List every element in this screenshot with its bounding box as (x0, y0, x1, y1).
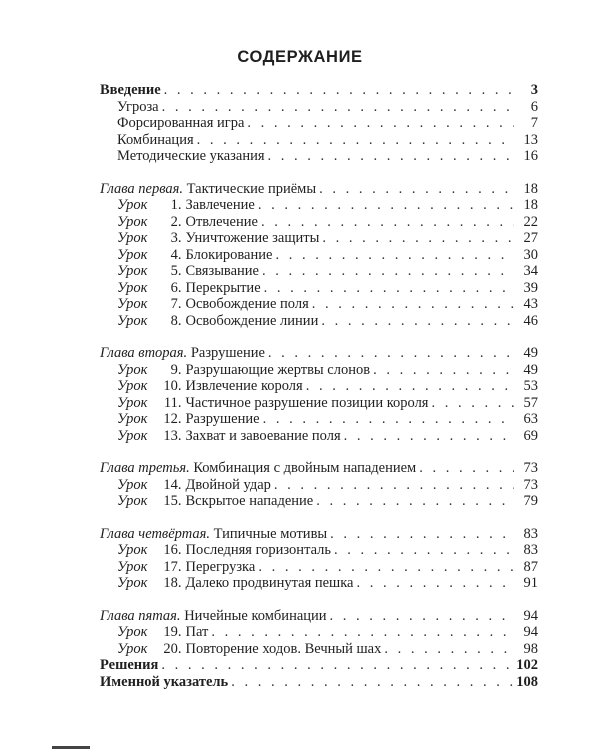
lesson-word: Урок (117, 296, 148, 312)
toc-chapter-2 (100, 345, 538, 362)
lesson-title: Отвлечение (185, 213, 258, 230)
lesson-title: Перекрытие (185, 279, 261, 296)
toc-entry-label (100, 526, 327, 543)
dot-leader (373, 362, 514, 379)
lesson-number: 11. (163, 394, 182, 411)
dot-leader (264, 280, 514, 297)
toc-page-number: 49 (523, 361, 538, 378)
toc-page-number: 16 (523, 148, 538, 164)
lesson-title: Далеко продвинутая пешка (185, 575, 354, 591)
dot-leader (431, 395, 514, 412)
lesson-number: 20. (163, 640, 182, 657)
toc-entry-label: Угроза (117, 98, 159, 115)
dot-leader (384, 641, 514, 658)
chapter-prefix: Глава первая. (100, 180, 184, 197)
toc-page-number: 30 (523, 246, 538, 263)
toc-entry-label (100, 460, 416, 477)
lesson-title: Двойной удар (185, 476, 271, 493)
toc-entry-label (100, 345, 265, 362)
lesson-title: Блокирование (185, 246, 273, 263)
lesson-title: Последняя горизонталь (185, 542, 331, 558)
toc-page-number: 39 (523, 279, 538, 296)
toc-page-number: 79 (523, 493, 538, 509)
toc-entry-label (100, 247, 272, 264)
toc-lesson (100, 542, 538, 559)
dot-leader (316, 493, 514, 510)
dot-leader (211, 624, 514, 641)
toc-entry (100, 148, 538, 165)
toc-page-number: 18 (523, 180, 538, 197)
dot-leader (162, 99, 514, 116)
toc-page-number: 18 (523, 197, 538, 213)
lesson-title: Пат (185, 624, 209, 640)
lesson-word: Урок (117, 279, 148, 296)
lesson-word: Урок (117, 230, 148, 246)
dot-leader (334, 542, 514, 559)
toc-entry-label (100, 214, 258, 231)
lesson-title: Уничтожение защиты (185, 230, 320, 246)
lesson-word: Урок (117, 640, 148, 657)
lesson-word: Урок (117, 476, 148, 493)
toc-lesson (100, 230, 538, 247)
lesson-word: Урок (117, 558, 148, 575)
toc-page-number: 73 (523, 460, 538, 476)
toc-lesson (100, 493, 538, 510)
lesson-number: 3. (170, 230, 182, 246)
toc-chapter-4 (100, 526, 538, 543)
lesson-title: Освобождение поля (185, 296, 309, 312)
dot-leader (274, 477, 514, 494)
toc-entry-label (100, 559, 255, 576)
toc-page-number: 69 (523, 427, 538, 444)
lesson-number: 16. (163, 542, 182, 558)
toc-entry (100, 115, 538, 132)
chapter-title: Ничейные комбинации (184, 607, 327, 624)
toc-lesson (100, 362, 538, 379)
dot-leader (321, 313, 514, 330)
toc-page-number: 3 (530, 82, 538, 98)
table-of-contents (100, 82, 538, 690)
toc-chapter-1 (100, 181, 538, 198)
toc-page-number: 53 (523, 378, 538, 394)
lesson-title: Освобождение линии (185, 312, 319, 329)
lesson-title: Частичное разрушение позиции короля (185, 394, 429, 411)
lesson-word: Урок (117, 624, 148, 640)
toc-page-number: 6 (530, 98, 538, 115)
dot-leader (231, 674, 514, 691)
toc-entry-label: Введение (100, 82, 161, 98)
dot-leader (344, 428, 514, 445)
chapter-prefix: Глава четвёртая. (100, 525, 210, 542)
toc-entry-label (100, 608, 327, 625)
toc-lesson (100, 477, 538, 494)
section-gap (100, 510, 538, 526)
toc-page-number: 102 (516, 657, 538, 673)
dot-leader (247, 115, 514, 132)
toc-page-number: 34 (523, 263, 538, 279)
dot-leader (322, 230, 514, 247)
toc-entry-label (100, 280, 261, 297)
toc-lesson (100, 214, 538, 231)
toc-entry-label (100, 181, 316, 198)
chapter-title: Типичные мотивы (213, 525, 328, 542)
toc-entry-label: Решения (100, 657, 159, 673)
toc-entry-label: Форсированная игра (117, 115, 245, 131)
dot-leader (419, 460, 514, 477)
toc-page-number: 7 (530, 115, 538, 131)
dot-leader (197, 132, 514, 149)
toc-chapter-3 (100, 460, 538, 477)
lesson-title: Завлечение (185, 197, 255, 213)
chapter-title: Комбинация с двойным нападением (193, 460, 417, 476)
dot-leader (261, 214, 514, 231)
toc-entry-label (100, 411, 260, 428)
toc-page-number: 73 (523, 476, 538, 493)
lesson-title: Повторение ходов. Вечный шах (185, 640, 382, 657)
lesson-word: Урок (117, 213, 148, 230)
toc-entry-label (100, 263, 259, 280)
lesson-number: 17. (163, 558, 182, 575)
toc-page-number: 91 (523, 575, 538, 591)
dot-leader (356, 575, 514, 592)
chapter-prefix: Глава вторая. (100, 345, 188, 361)
lesson-word: Урок (117, 493, 148, 509)
toc-page-number: 108 (516, 673, 538, 690)
toc-entry-label (100, 395, 428, 412)
toc-page-number: 13 (523, 131, 538, 148)
toc-entry-label (100, 378, 303, 395)
lesson-word: Урок (117, 263, 148, 279)
chapter-prefix: Глава третья. (100, 460, 190, 476)
section-gap (100, 444, 538, 460)
toc-entry-label (100, 362, 370, 379)
toc-page-number: 83 (523, 542, 538, 558)
toc-lesson (100, 559, 538, 576)
dot-leader (161, 657, 514, 674)
lesson-number: 1. (170, 197, 182, 213)
lesson-number: 6. (170, 279, 182, 296)
toc-entry (100, 132, 538, 149)
lesson-word: Урок (117, 378, 148, 394)
lesson-number: 19. (163, 624, 182, 640)
toc-page-number: 94 (523, 607, 538, 624)
toc-lesson (100, 411, 538, 428)
toc-lesson (100, 296, 538, 313)
lesson-word: Урок (117, 361, 148, 378)
section-gap (100, 329, 538, 345)
lesson-word: Урок (117, 312, 148, 329)
toc-lesson (100, 313, 538, 330)
toc-lesson (100, 395, 538, 412)
dot-leader (258, 559, 514, 576)
toc-lesson (100, 280, 538, 297)
toc-page-number: 98 (523, 640, 538, 657)
toc-page-number: 87 (523, 558, 538, 575)
page-title: СОДЕРЖАНИЕ (237, 48, 363, 66)
toc-page-number: 83 (523, 525, 538, 542)
dot-leader (263, 411, 514, 428)
section-gap (100, 165, 538, 181)
lesson-title: Извлечение короля (185, 378, 303, 394)
toc-entry-label (100, 197, 255, 214)
lesson-title: Захват и завоевание поля (185, 427, 341, 444)
dot-leader (258, 197, 514, 214)
lesson-number: 14. (163, 476, 182, 493)
toc-entry-label (100, 493, 313, 510)
lesson-title: Связывание (185, 263, 259, 279)
lesson-title: Разрушение (185, 411, 260, 427)
lesson-number: 15. (163, 493, 182, 509)
dot-leader (306, 378, 514, 395)
lesson-word: Урок (117, 197, 148, 213)
lesson-number: 12. (163, 411, 182, 427)
dot-leader (319, 181, 514, 198)
toc-entry (100, 99, 538, 116)
toc-page-number: 49 (523, 345, 538, 361)
lesson-number: 5. (170, 263, 182, 279)
toc-entry-intro (100, 82, 538, 99)
toc-entry-label (100, 542, 331, 559)
chapter-title: Разрушение (190, 345, 265, 361)
lesson-number: 4. (170, 246, 182, 263)
dot-leader (330, 526, 514, 543)
toc-page-number: 43 (523, 296, 538, 312)
toc-lesson (100, 197, 538, 214)
toc-entry-label (100, 296, 309, 313)
toc-lesson (100, 263, 538, 280)
toc-page-number: 22 (523, 213, 538, 230)
toc-lesson (100, 428, 538, 445)
lesson-title: Перегрузка (185, 558, 256, 575)
lesson-number: 10. (163, 378, 182, 394)
toc-page-number: 94 (523, 624, 538, 640)
lesson-title: Вскрытое нападение (185, 493, 314, 509)
lesson-number: 7. (170, 296, 182, 312)
toc-page-number: 27 (523, 230, 538, 246)
toc-page-number: 57 (523, 394, 538, 411)
lesson-number: 13. (163, 427, 182, 444)
lesson-title: Разрушающие жертвы слонов (185, 361, 371, 378)
lesson-number: 2. (170, 213, 182, 230)
lesson-number: 18. (163, 575, 182, 591)
toc-entry-solutions (100, 657, 538, 674)
lesson-word: Урок (117, 394, 148, 411)
chapter-title: Тактические приёмы (186, 180, 317, 197)
toc-entry-label (100, 477, 271, 494)
dot-leader (330, 608, 514, 625)
toc-entry-label (100, 624, 208, 641)
lesson-word: Урок (117, 411, 148, 427)
toc-entry-label: Методические указания (117, 148, 265, 164)
toc-lesson (100, 247, 538, 264)
lesson-word: Урок (117, 542, 148, 558)
toc-entry-label (100, 230, 319, 247)
dot-leader (275, 247, 514, 264)
chapter-prefix: Глава пятая. (100, 607, 181, 624)
toc-entry-label (100, 313, 318, 330)
dot-leader (268, 345, 514, 362)
section-gap (100, 592, 538, 608)
toc-entry-label (100, 428, 341, 445)
toc-entry-label: Комбинация (117, 131, 194, 148)
dot-leader (164, 82, 514, 99)
dot-leader (312, 296, 514, 313)
toc-entry-name-index (100, 674, 538, 691)
lesson-word: Урок (117, 575, 148, 591)
toc-lesson (100, 575, 538, 592)
lesson-word: Урок (117, 427, 148, 444)
dot-leader (268, 148, 514, 165)
lesson-number: 9. (170, 361, 182, 378)
dot-leader (262, 263, 514, 280)
page-edge-mark (52, 746, 90, 749)
toc-entry-label: Именной указатель (100, 673, 229, 690)
toc-entry-label (100, 641, 381, 658)
toc-page-number: 46 (523, 312, 538, 329)
toc-lesson (100, 641, 538, 658)
toc-lesson (100, 378, 538, 395)
toc-page-number: 63 (523, 411, 538, 427)
toc-lesson (100, 624, 538, 641)
toc-chapter-5 (100, 608, 538, 625)
lesson-word: Урок (117, 246, 148, 263)
lesson-number: 8. (170, 312, 182, 329)
toc-entry-label (100, 575, 353, 592)
